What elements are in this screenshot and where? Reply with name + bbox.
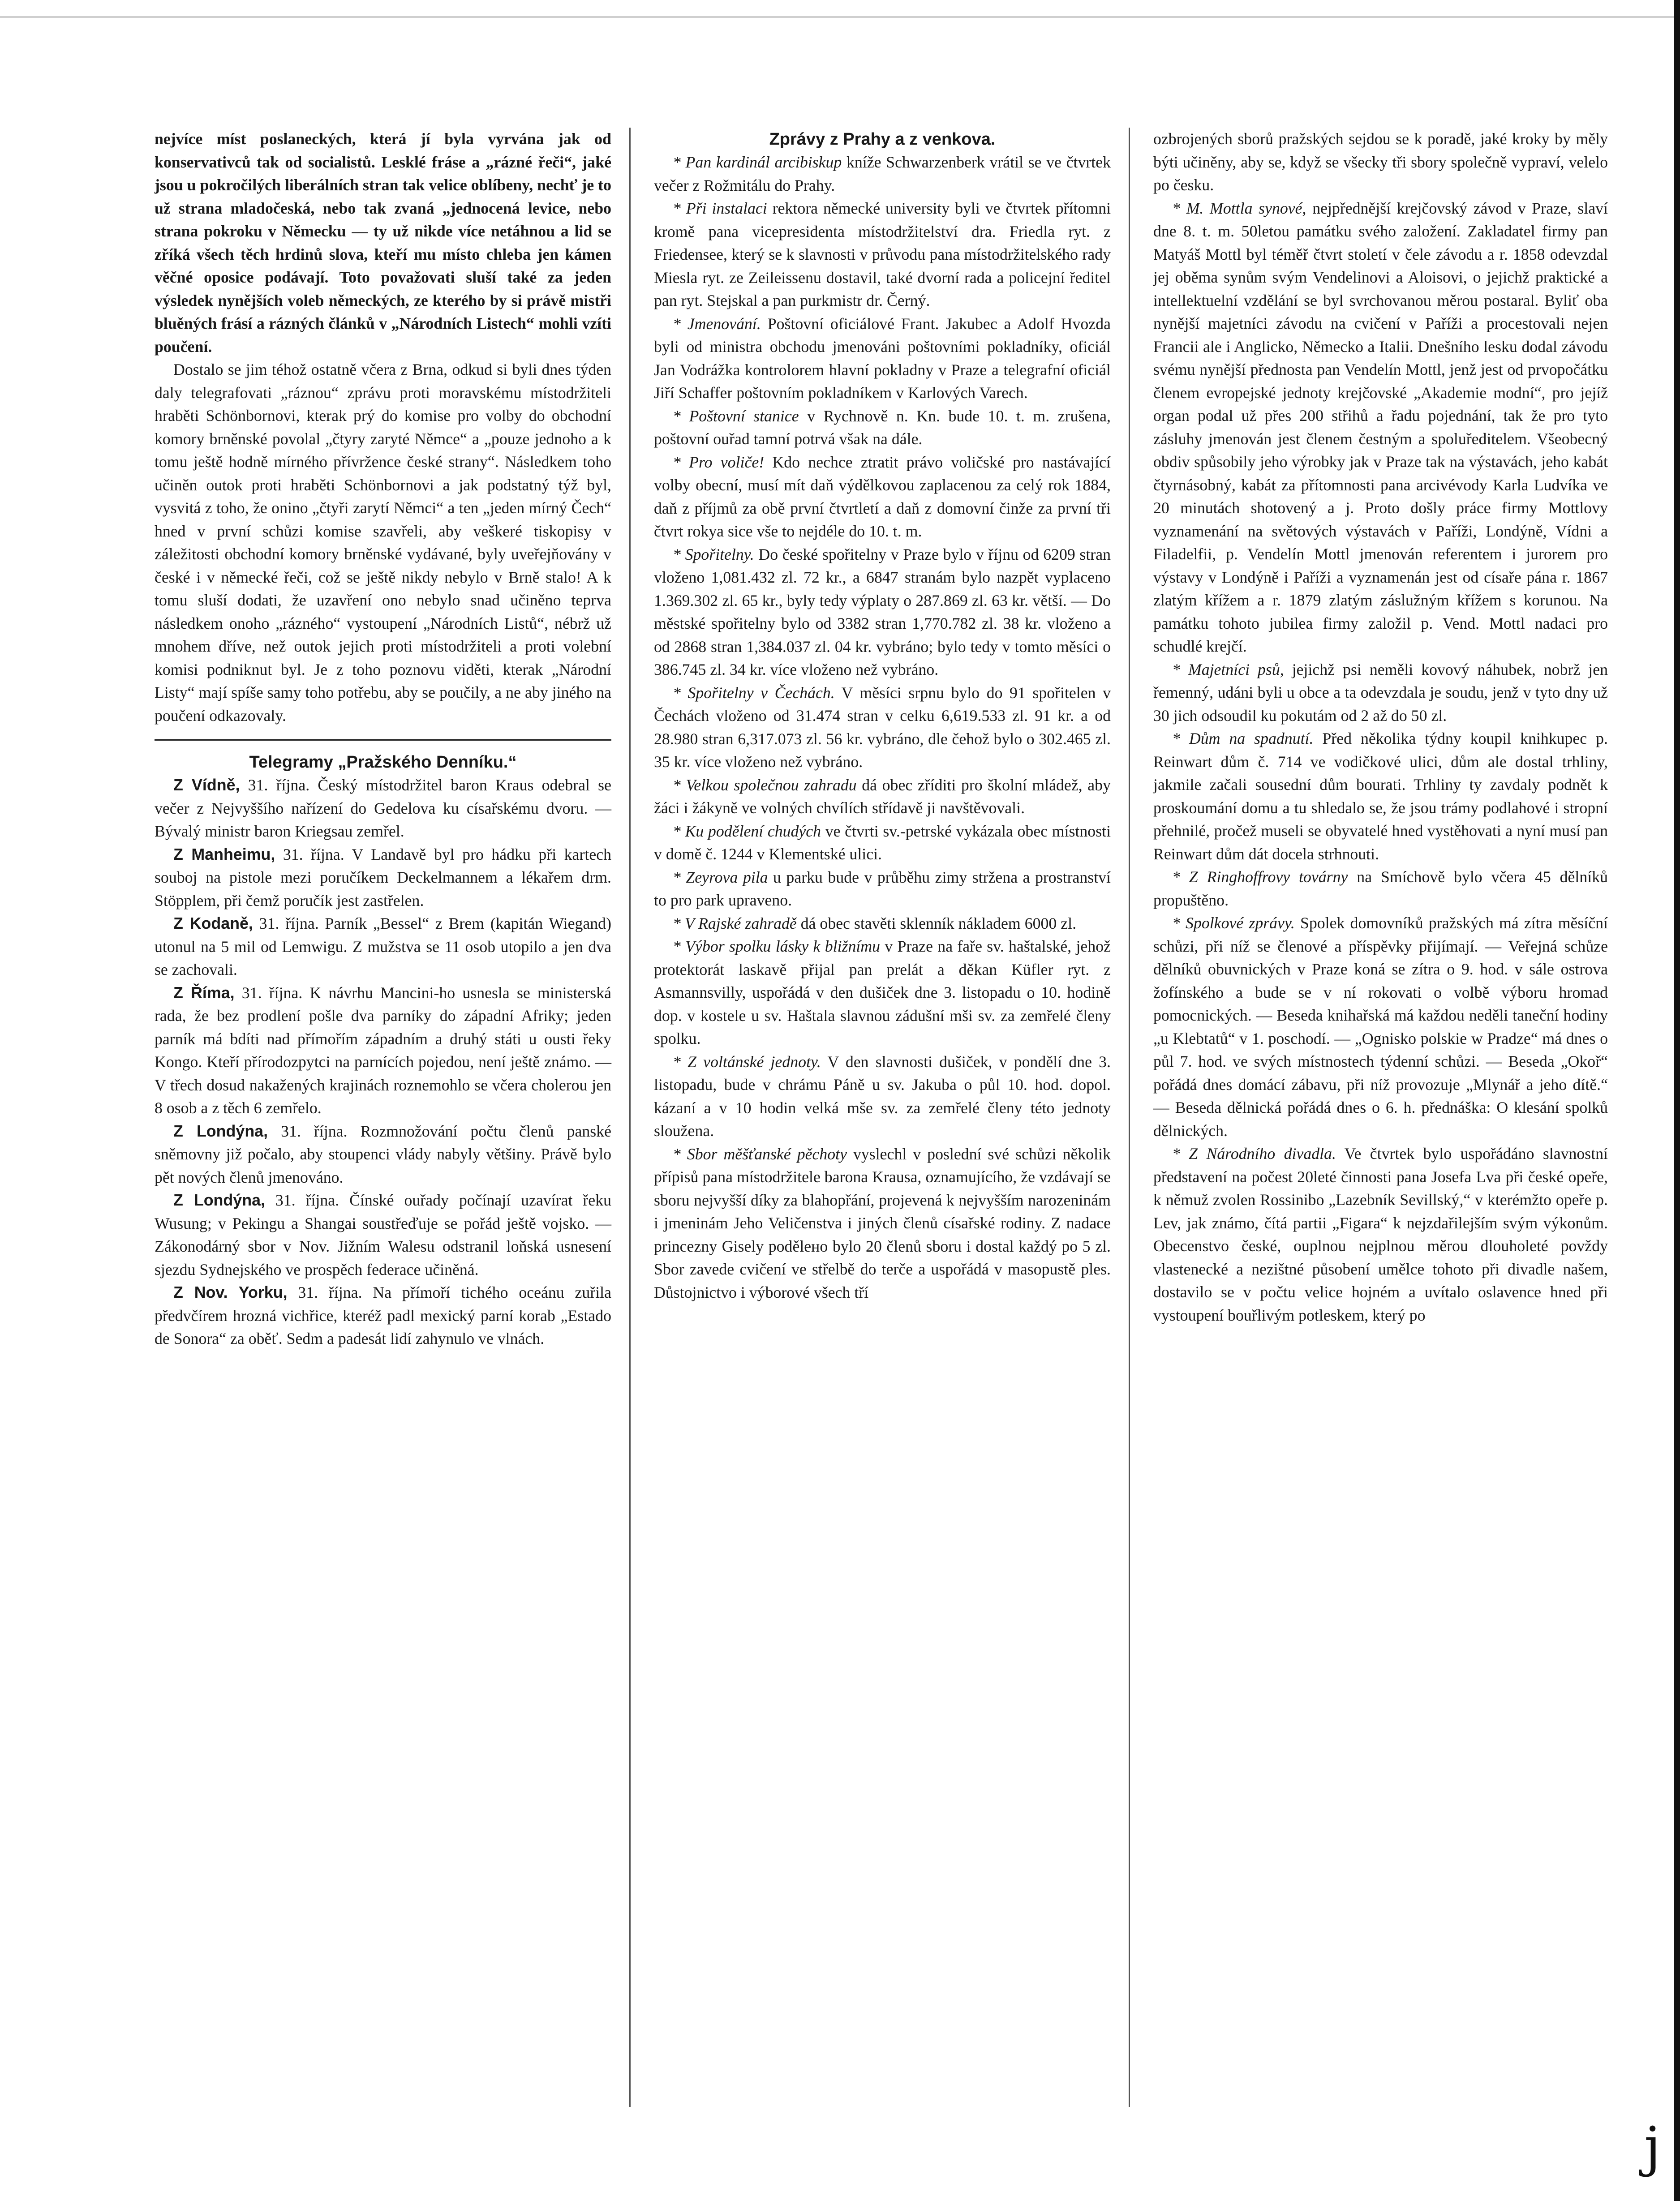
news-text: Ve čtvrtek bylo uspořádáno slavnostní představení na počest 20leté činnosti pana Josefa Lva při české opeře, k němuž zvolen Rossinibo „Lazebník Sevillský,“ v kterémžto opeře p. Lev, jak známo, čítá partii „Figara“ k nejzdařilejším svým výkonům. Obecenstvo české, ouplnou nejplnou měrou dlouholeté povždy vlastenecké a nezištné působení umělce tohoto při divadle našem, dostavilo se v počtu velice hojném a uvítalo oslavence hned při vystoupení bouřlivým potleskem, který po	[1153, 1145, 1608, 1324]
news-item	[1153, 727, 1608, 866]
news-text: rektora německé university byli ve čtvrtek přítomni kromě pana vicepresidenta místodržitelství dra. Friedla ryt. z Friedensee, který se k slavnosti v průvodu pana místodržitelského rady Miesla ryt. ze Zeileissenu dostavil, také dvorní rada a policejní ředitel pan ryt. Stejskal a pan purkmistr dr. Černý.	[654, 199, 1111, 309]
news-item	[654, 451, 1111, 543]
news-text: Poštovní oficiálové Frant. Jakubec a Adolf Hvozda byli od ministra obchodu jmenováni poštovními pokladníky, oficiál Jan Vodrážka kontrolorem hlavní pokladny v Praze a telegrafní oficiál Jiří Schaffer poštovním pokladníkem v Karlových Varech.	[654, 314, 1111, 402]
news-lead: * Jmenování.	[673, 314, 761, 333]
news-text: V měsíci srpnu bylo do 91 spořitelen v Čechách vloženo od 31.474 stran v celku 6,619.533 zl. 91 kr. a od 28.980 stran 6,317.073 zl. 56 kr. vybráno, dle čehož bylo o 302.465 zl. 35 kr. více vloženo než vybráno.	[654, 683, 1111, 771]
news-lead: * Z voltánské jednoty.	[673, 1052, 821, 1071]
news-lead: * Spolkové zprávy.	[1172, 914, 1295, 932]
news-text: dá obec stavěti sklenník nákladem 6000 zl.	[800, 914, 1077, 932]
section-rule	[155, 739, 611, 741]
telegram-item	[155, 1120, 611, 1189]
column-3	[1153, 128, 1608, 1327]
news-lead: * Ku podělení chudých	[673, 822, 821, 840]
telegram-text: 31. října. Rozmnožování počtu členů panské sněmovny již počalo, aby stoupenci vlády nabyly většiny. Právě bylo pět nových členů jmenováno.	[155, 1122, 612, 1186]
news-lead: * Zeyrova pila	[673, 868, 768, 886]
news-item	[654, 405, 1111, 451]
news-item	[654, 682, 1111, 774]
telegram-item	[155, 1189, 611, 1281]
news-item	[654, 866, 1111, 912]
news-item	[654, 912, 1111, 935]
news-item	[654, 1051, 1111, 1143]
news-text: Do české spořitelny v Praze bylo v říjnu od 6209 stran vloženo 1,081.432 zl. 72 kr., a 6847 stranám bylo nazpět vyplaceno 1.369.302 zl. 65 kr., byly tedy výplaty o 287.869 zl. 63 kr. větší. — Do městské spořitelny bylo od 3382 stran 1,770.782 zl. 38 kr. vloženo a od 2868 stran 1,384.037 zl. 04 kr. vybráno; bylo tedy v tomto měsíci o 386.745 zl. 34 kr. více vloženo než vybráno.	[654, 545, 1111, 678]
column-2	[654, 128, 1111, 1304]
telegram-text: 31. října. Parník „Bessel“ z Brem (kapitán Wiegand) utonul na 5 mil od Lemwigu. Z mužstva se 11 osob utopilo a jen dva se zachovali.	[155, 914, 611, 978]
local-news-heading: Zprávy z Prahy a z venkova.	[769, 130, 996, 149]
news-text: nejpřednější krejčovský závod v Praze, slaví dne 8. t. m. 50letou památku svého založení. Zakladatel firmy pan Matyáš Mottl byl téměř čtvrt století v čele závodu a r. 1858 odevzdal jej oběma synům svým Vendelinovi a Aloisovi, o jejichž praktické a intellektuelní vzdělání se byl svrchovanou měrou postaral. Byliť oba nynější majetníci závodu na cvičení v Paříži a procestovali nejen Francii ale i Anglicko, Německo a Italii. Dnešního lesku dodal závodu svému nynější přednosta pan Vendelín Mottl, jenž jest od prvopočátku členem evropejské jednoty krejčovské „Akademie modní“, pro jejíž organ podal už přes 200 střihů a řadu pojednání, tak že pro tyto zásluhy jmenován jest členem čestným a spoluředitelem. Všeobecný obdiv spůsobily jeho výrobky jak v Praze tak na výstavách, jeho kabát čtyrnásobný, kabát za přítomnosti pana arcivévody Karla Ludvíka ve 20 minutách shotovený a j. Proto došly práce firmy Mottlovy vyznamenání na světových výstavách v Paříži, Londýně, Vídni a Filadelfii, p. Vendelín Mottl jmenován referentem i jurorem pro výstavy v Londýně i Paříži a vyznamenán jest od císaře pána r. 1867 zlatým křížem a r. 1879 zlatým záslužným křížem s korunou. Na památku tohoto jubilea firmy založil p. Vend. Mottl nadaci pro schudlé krejčí.	[1153, 199, 1608, 655]
news-text: Kdo nechce ztratit právo voličské pro nastávající volby obecní, musí mít daň výdělkovou zaplacenou za celý rok 1884, daň z příjmů za obě první čtvrtletí a daň z domovní činže za první tři čtvrt rokya sice vše to nejdéle do 10. t. m.	[654, 453, 1111, 540]
news-text: kníže Schwarzenberk vrátil se ve čtvrtek večer z Rožmitálu do Prahy.	[654, 153, 1111, 194]
article-paragraph: Dostalo se jim téhož ostatně včera z Brna, odkud si byli dnes týden daly telegrafovati „ráznou“ zprávu proti moravskému místodržiteli hraběti Schönbornovi, kterak prý do komise pro volby do obchodní komory brněnské povolal „čtyry zaryté Němce“ a „pouze jednoho a k tomu ještě hodně mírného přívržence české strany“. Následkem toho učiněn outok proti hraběti Schönbornovi a jak podstatný týž byl, vysvitá z toho, že onino „čtyři zarytí Němci“ a ten „jeden mírný Čech“ hned v první schůzi komise szavřeli, aby veškeré tiskopisy v záležitosti obchodní komory brněnské vydávané, byly uveřejňovány v české i v německé řeči, což se ještě nikdy nebylo v Brně stalo! A k tomu sluší dodati, že uzavření ono nebylo snad učiněno teprva následkem onoho „rázného“ vystoupení „Národních Listů“, nébrž už mnohem dříve, než outok jejich proti místodržiteli a proti volební komisi podniknut byl. Je z toho poznovu viděti, kterak „Národní Listy“ mají spíše samy toho potřebu, aby se poučily, a ne aby jiného na poučení odkazovaly.	[155, 360, 611, 725]
news-item	[654, 935, 1111, 1051]
news-text: na Smíchově bylo včera 45 dělníků propuštěno.	[1153, 868, 1608, 909]
telegram-dateline: Z Nov. Yorku,	[173, 1283, 288, 1301]
telegram-dateline: Z Londýna,	[173, 1122, 268, 1140]
news-text: v Praze na faře sv. haštalské, jehož protektorát laskavě přijal pan prelát a děkan Küfler ryt. z Asmannsvilly, uspořádá v den dušiček dne 3. listopadu o 10. hodině dop. v kostele u sv. Haštala slavnou zádušní mši sv. za zemřelé členy spolku.	[654, 937, 1111, 1047]
news-text: u parku bude v průběhu zimy stržena a prostranství to pro park upraveno.	[654, 868, 1111, 909]
news-item	[1153, 1142, 1608, 1327]
column-divider-1	[629, 128, 631, 2107]
news-item	[654, 1143, 1111, 1304]
news-continuation-text: ozbrojených sborů pražských sejdou se k poradě, jaké kroky by měly býti učiněny, aby se, když se všecky tři sbory společně vypraví, velelo po česku.	[1153, 130, 1608, 194]
news-item	[1153, 912, 1608, 1142]
scan-edge-right	[1674, 0, 1680, 2201]
news-text: Před několika týdny koupil knihkupec p. Reinwart dům č. 714 ve vodičkové ulici, dům ale dostal trhliny, jakmile začali sousední dům bourati. Trhliny ty zavdaly podnět k proskoumání domu a tu shledalo se, že jsou trámy podlahové i stropní přehnilé, pročež museli se obyvatelé hned vystěhovati a nyní musí pan Reinwart dům dát docela strhnouti.	[1153, 729, 1608, 863]
telegram-dateline: Z Manheimu,	[173, 845, 275, 863]
news-text: Spolek domovníků pražských má zítra měsíční schůzi, při níž se členové a příspěvky přijímají. — Veřejná schůze dělníků obuvnických v Praze koná se zítra o 9. hod. v sále ostrova žofínského a bude se v ní rokovati o volbě výboru hromad pomocnických. — Beseda knihařská má každou neděli taneční hodiny „u Klebtatů“ v 1. poschodí. — „Ognisko polskie w Pradze“ má dnes o půl 7. hod. ve svých místnostech týdenní schůzi. — Beseda „Okoř“ pořádá dnes domácí zábavu, při níž provozuje „Mlynář a jeho dítě.“ — Beseda dělnická pořádá dnes o 6. h. přednáška: O klesání spolků dělnických.	[1153, 914, 1608, 1140]
news-lead: * Z Národního divadla.	[1172, 1145, 1336, 1163]
telegram-text: 31. října. V Landavě byl pro hádku při kartech souboj na pistole mezi poručíkem Deckelmannem a lékařem drm. Stöpplem, při čemž poručík jest zastřelen.	[155, 845, 611, 910]
news-lead: * Pro voliče!	[673, 453, 765, 471]
telegram-text: 31. října. Čínské ouřady počínají uzavírat řeku Wusung; v Pekingu a Shangai soustřeďuje se pořád ještě vojsko. — Zákonodárný sbor v Nov. Jižním Walesu odstranil loňská usnesení sjezdu Sydnejského ve prospěch federace učiněná.	[155, 1191, 611, 1279]
column-divider-2	[1129, 128, 1130, 2107]
telegram-dateline: Z Londýna,	[173, 1191, 265, 1209]
column-1	[155, 128, 611, 1351]
news-text: vyslechl v poslední své schůzi několik přípisů pana místodržitele barona Krausa, oznamujícího, že vzdávají se sboru nejvyšší díky za blahopřání, projevená k nejvyšším narozeninám i jmeninám Jeho Veličenstva i jiných členů císařské rodiny. Z nadace princezny Gisely podělено bylo 20 členů sboru i dostal každý po 5 zl. Sbor zavede cvičení ve střelbě do terče a uspořádá v masopustě ples. Důstojnictvo i výborové všech tří	[654, 1145, 1111, 1301]
telegram-item	[155, 774, 611, 843]
telegram-text: 31. října. Český místodržitel baron Kraus odebral se večer z Nejvyššího nařízení do Gedelova ku císařskému dvoru. — Bývalý ministr baron Kriegsau zemřel.	[155, 776, 611, 840]
telegram-text: 31. října. K návrhu Mancini-ho usnesla se ministerská rada, že bez prodlení pošle dva parníky do západní Afriky; jeden parník má bdíti nad přímořím západním a druhý státi u ousti řeky Kongo. Kteří přírodozpytci na parnících pojedou, není ještě známo. — V třech dosud nakažených krajinách roznemohlo se včera cholerou jen 8 osob a z těch 6 zemřelo.	[155, 983, 612, 1117]
news-item	[654, 820, 1111, 866]
telegram-item	[155, 982, 611, 1120]
news-lead: * Velkou společnou zahradu	[673, 776, 857, 794]
news-item	[654, 313, 1111, 405]
news-lead: * Poštovní stanice	[673, 407, 799, 425]
news-text: ve čtvrti sv.-petrské vykázala obec místnosti v domě č. 1244 v Klementské ulici.	[654, 822, 1111, 863]
news-lead: * Spořitelny.	[673, 545, 754, 563]
news-item	[1153, 866, 1608, 912]
telegram-dateline: Z Říma,	[173, 983, 235, 1002]
news-text: jejichž psi neměli kovový náhubek, nobrž jen řemenný, udáni byli u obce a ta odevzdala je soudu, jenž v tyto dny už 30 jich odsoudil ku pokutám od 2 až do 50 zl.	[1153, 660, 1608, 725]
news-text: V den slavnosti dušiček, v pondělí dne 3. listopadu, bude v chrámu Páně u sv. Jakuba o půl 10. hod. dopol. kázaní a v 10 hodin velká mše sv. za zemřelé členy této jednoty sloužena.	[654, 1052, 1111, 1140]
article-continuation-text: nejvíce míst poslaneckých, která jí byla vyrvána jak od konservativců tak od socialistů. Lesklé fráse a „rázné řeči“, jaké jsou u pokročilých liberálních stran tak velice oblíbeny, nechť je to už strana mladočeská, nebo tak zvaná „jednocená levice, nebo strana pokroku v Německu — ty už nikde více netáhnou a lid se zříká všech těch hrdinů slova, kteří mu místo chleba jen kámen věčné oposice podávají. Toto považovati sluší také za jeden výsledek nynějších voleb německých, ze kterého by si právě mistři bluěných frásí a rázných článků v „Národních Listech“ mohli vzíti poučení.	[155, 130, 611, 356]
telegram-text: 31. října. Na přímoří tichého oceánu zuřila předvčírem hrozná vichřice, kteréž padl mexický parní korab „Estado de Sonora“ za oběť. Sedm a padesát lidí zahynulo ve vlnách.	[155, 1283, 612, 1347]
news-lead: * Dům na spadnutí.	[1172, 729, 1314, 747]
telegram-item	[155, 1281, 611, 1351]
news-text: v Rychnově n. Kn. bude 10. t. m. zrušena, poštovní ouřad tamní potrvá však na dále.	[654, 407, 1111, 448]
news-lead: * Spořitelny v Čechách.	[673, 683, 835, 702]
news-item	[654, 543, 1111, 682]
news-text: dá obec zříditi pro školní mládež, aby žáci i žákyně ve volných chvílích střídavě ji navštěvovali.	[654, 776, 1111, 817]
news-lead: * Výbor spolku lásky k bližnímu	[673, 937, 881, 955]
news-item	[1153, 658, 1608, 728]
news-item	[654, 151, 1111, 197]
news-item	[654, 774, 1111, 820]
news-lead: * V Rajské zahradě	[673, 914, 797, 932]
news-lead: * Sbor měšťanské pěchoty	[673, 1145, 847, 1163]
page-edge-mark: j	[1644, 2116, 1661, 2178]
telegram-dateline: Z Kodaně,	[173, 914, 253, 932]
telegram-item	[155, 843, 611, 913]
telegram-dateline: Z Vídně,	[173, 776, 240, 794]
news-lead: * Z Ringhoffrovy továrny	[1172, 868, 1348, 886]
news-lead: * M. Mottla synové,	[1172, 199, 1306, 217]
telegrams-heading: Telegramy „Pražského Denníku.“	[249, 753, 517, 772]
news-lead: * Majetníci psů,	[1172, 660, 1284, 678]
news-item	[654, 197, 1111, 313]
telegram-item	[155, 912, 611, 982]
newspaper-page	[155, 128, 1608, 2134]
news-lead: * Při instalaci	[673, 199, 767, 217]
news-lead: * Pan kardinál arcibiskup	[673, 153, 842, 171]
news-item	[1153, 197, 1608, 658]
scan-edge-top	[0, 0, 1680, 18]
